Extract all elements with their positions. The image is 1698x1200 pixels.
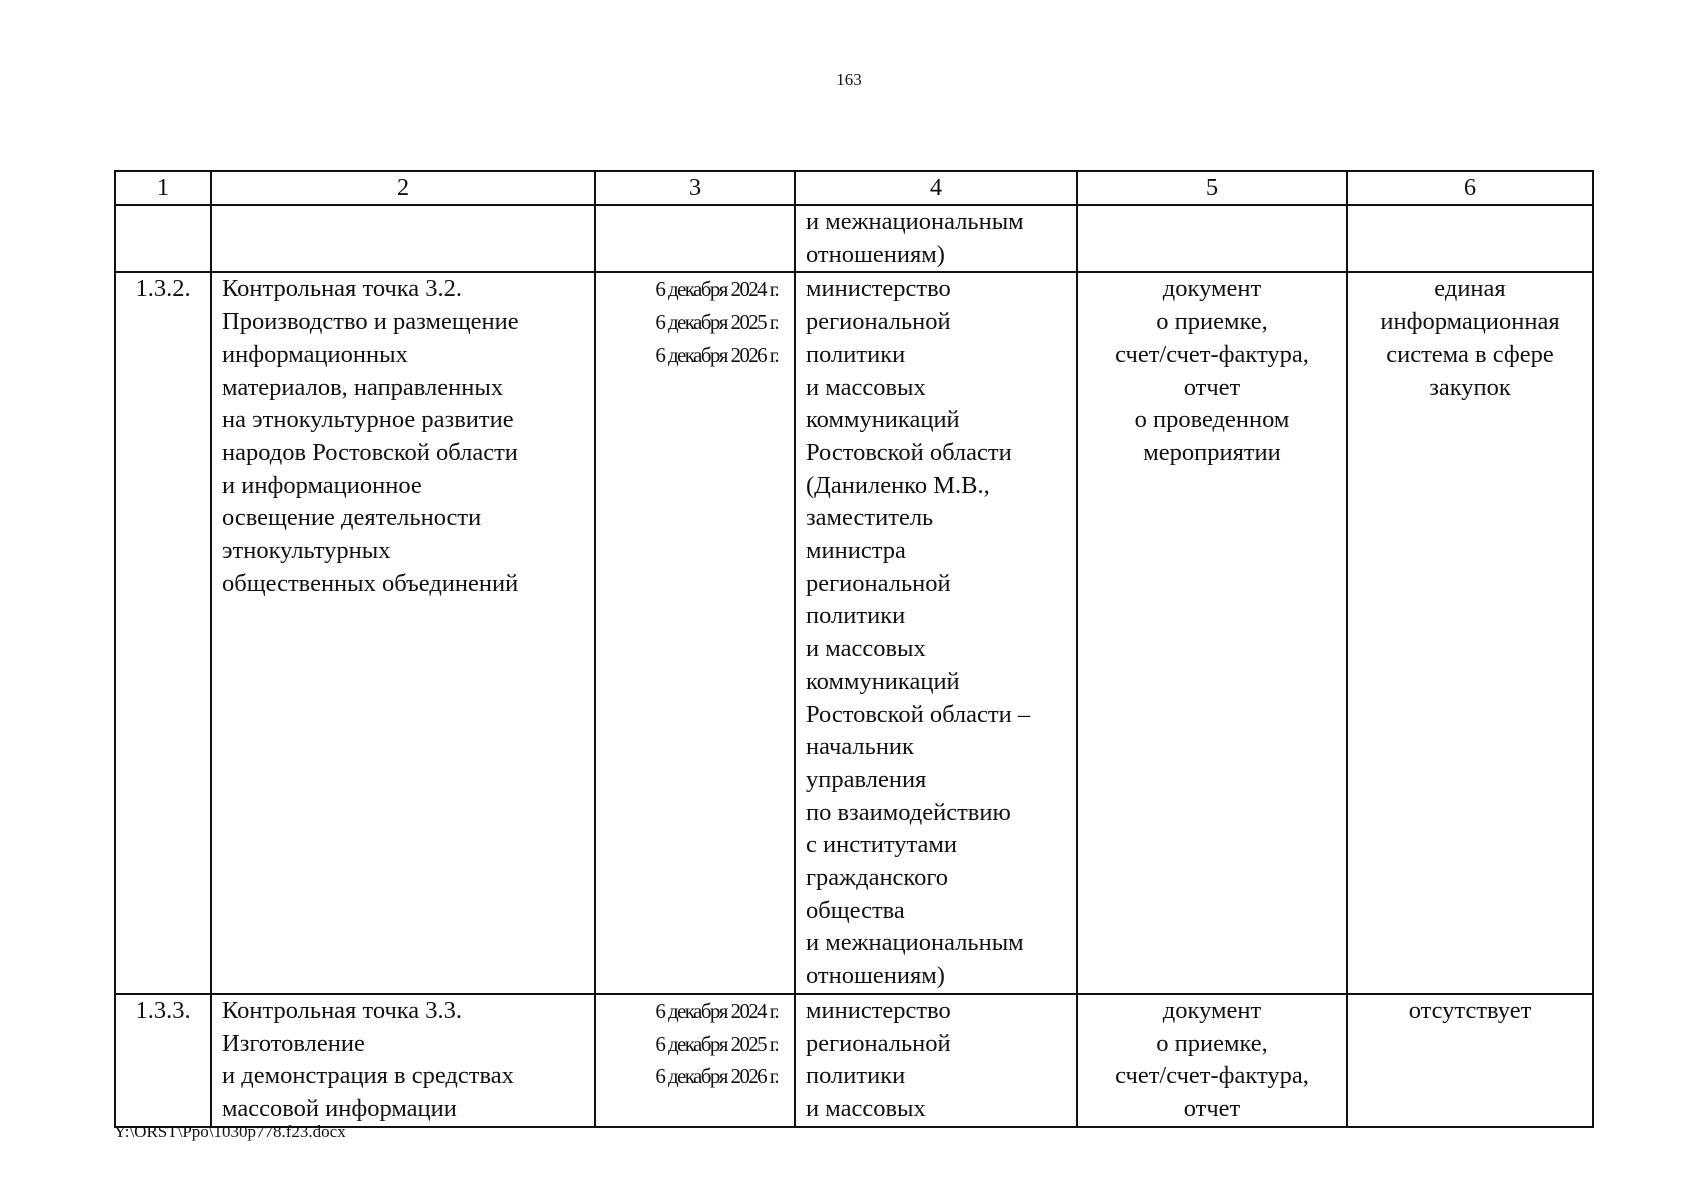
responsible-line: коммуникаций [806, 406, 960, 434]
responsible-line: начальник [806, 733, 914, 761]
system-line: информационная [1380, 308, 1560, 336]
column-header: 2 [211, 171, 595, 205]
deadline-cell [595, 205, 795, 272]
information-system-cell [1347, 994, 1593, 1127]
responsible-line: и массовых [806, 373, 926, 401]
dates-line: 6 декабря 2026 г. [655, 342, 778, 367]
name-line: народов Ростовской области [222, 438, 518, 466]
dates-line: 6 декабря 2024 г. [655, 998, 778, 1023]
responsible-line: политики [806, 1062, 906, 1090]
name-line: Контрольная точка 3.3. [222, 996, 463, 1024]
file-path-footer: Y:\ORST\Ppo\1030p778.f23.docx [114, 1122, 346, 1141]
name-line: информационных [222, 340, 408, 368]
name-line: на этнокультурное развитие [222, 406, 514, 434]
document-line: отчет [1183, 373, 1241, 401]
table-row [115, 272, 1593, 993]
column-header: 1 [115, 171, 211, 205]
name-line: материалов, направленных [222, 373, 504, 401]
responsible-line: региональной [806, 308, 951, 336]
document-type-cell [1077, 994, 1347, 1127]
responsible-line: и межнациональным [806, 208, 1024, 235]
name-line: и демонстрация в средствах [222, 1062, 514, 1090]
responsible-line: (Даниленко М.В., [806, 471, 990, 499]
column-header: 5 [1077, 171, 1347, 205]
column-header: 6 [1347, 171, 1593, 205]
event-name-cell [211, 205, 595, 272]
responsible-cell [795, 205, 1077, 272]
responsible-line: и массовых [806, 635, 926, 663]
responsible-line: по взаимодействию [806, 798, 1011, 826]
table-row [115, 994, 1593, 1127]
deadline-cell [595, 994, 795, 1127]
document-type-cell [1077, 205, 1347, 272]
responsible-cell [795, 272, 1077, 993]
responsible-line: и массовых [806, 1094, 926, 1122]
responsible-line: и межнациональным [806, 929, 1024, 957]
num-line: 1.3.3. [135, 996, 191, 1024]
responsible-line: министра [806, 537, 906, 565]
column-header: 4 [795, 171, 1077, 205]
information-system-cell [1347, 272, 1593, 993]
system-line: отсутствует [1408, 996, 1532, 1024]
table-row [115, 205, 1593, 272]
event-name-cell [211, 272, 595, 993]
column-header: 3 [595, 171, 795, 205]
responsible-line: отношениям) [806, 240, 945, 268]
responsible-line: Ростовской области – [806, 700, 1031, 728]
dates-line: 6 декабря 2025 г. [655, 1031, 778, 1056]
document-line: документ [1162, 996, 1262, 1024]
name-line: Изготовление [222, 1029, 365, 1057]
row-number-cell [115, 994, 211, 1127]
responsible-line: министерство [806, 996, 951, 1024]
page-number: 163 [836, 70, 862, 89]
name-line: общественных объединений [222, 569, 519, 597]
responsible-line: региональной [806, 1029, 951, 1057]
num-line: 1.3.2. [135, 275, 191, 303]
system-line: закупок [1429, 373, 1511, 401]
document-line: отчет [1183, 1094, 1241, 1122]
document-line: счет/счет-фактура, [1115, 340, 1309, 368]
name-line: Контрольная точка 3.2. [222, 275, 463, 303]
document-type-cell [1077, 272, 1347, 993]
name-line: Производство и размещение [222, 308, 519, 336]
responsible-line: политики [806, 340, 906, 368]
system-line: система в сфере [1386, 340, 1554, 368]
row-number-cell [115, 205, 211, 272]
responsible-line: министерство [806, 275, 951, 303]
document-line: о приемке, [1156, 308, 1268, 336]
table-header-row [115, 171, 1593, 205]
name-line: освещение деятельности [222, 504, 482, 532]
row-number-cell [115, 272, 211, 993]
responsible-line: заместитель [806, 504, 934, 532]
document-line: документ [1162, 275, 1262, 303]
name-line: этнокультурных [222, 537, 391, 565]
responsible-cell [795, 994, 1077, 1127]
responsible-line: с институтами [806, 831, 958, 859]
responsible-line: гражданского [806, 864, 949, 892]
responsible-line: политики [806, 602, 906, 630]
document-line: счет/счет-фактура, [1115, 1062, 1309, 1090]
responsible-line: региональной [806, 569, 951, 597]
plan-table [114, 170, 1594, 1128]
responsible-line: коммуникаций [806, 667, 960, 695]
responsible-line: общества [806, 896, 905, 924]
name-line: и информационное [222, 471, 422, 499]
name-line: массовой информации [222, 1094, 457, 1122]
deadline-cell [595, 272, 795, 993]
dates-line: 6 декабря 2026 г. [655, 1064, 778, 1089]
responsible-line: управления [806, 765, 927, 793]
responsible-line: Ростовской области [806, 438, 1012, 466]
dates-line: 6 декабря 2024 г. [655, 277, 778, 302]
document-line: о проведенном [1134, 406, 1290, 434]
responsible-line: отношениям) [806, 962, 945, 990]
document-line: о приемке, [1156, 1029, 1268, 1057]
dates-line: 6 декабря 2025 г. [655, 310, 778, 335]
event-name-cell [211, 994, 595, 1127]
information-system-cell [1347, 205, 1593, 272]
system-line: единая [1434, 275, 1506, 303]
document-line: мероприятии [1143, 438, 1281, 466]
